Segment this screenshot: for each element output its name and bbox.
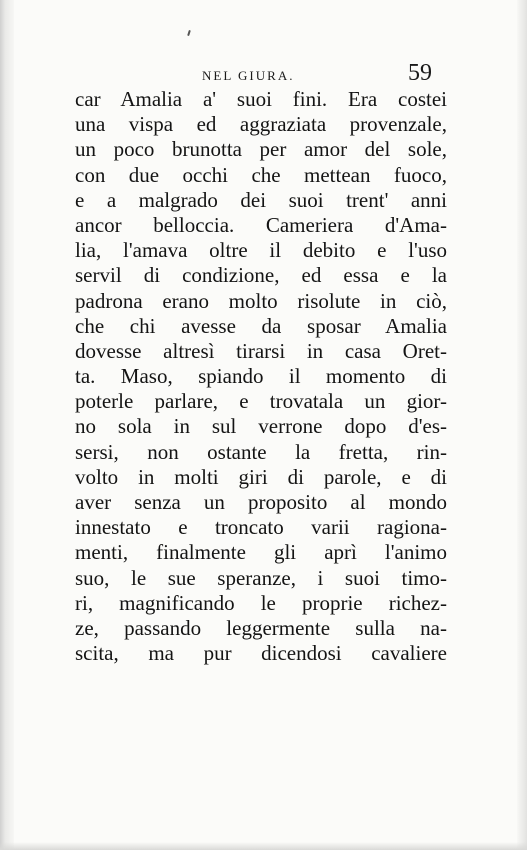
text-line: e a malgrado dei suoi trent' anni: [75, 187, 447, 212]
text-line: servil di condizione, ed essa e la: [75, 263, 447, 288]
text-line: aver senza un proposito al mondo: [75, 490, 447, 514]
text-line: suo, le sue speranze, i suoi timo-: [75, 565, 447, 590]
text-line: dovesse altresì tirarsi in casa Oret-: [75, 338, 447, 363]
page-bottom-shadow: [0, 842, 527, 850]
text-line: che chi avesse da sposar Amalia: [75, 313, 447, 338]
text-line: ze, passando leggermente sulla na-: [75, 615, 447, 640]
running-head: NEL GIURA.: [202, 68, 295, 83]
text-line: una vispa ed aggraziata provenzale,: [75, 112, 447, 137]
ink-speck: [187, 30, 191, 36]
text-line: lia, l'amava oltre il debito e l'uso: [75, 238, 447, 263]
text-line: scita, ma pur dicendosi cavaliere: [75, 641, 447, 666]
page-left-edge-shadow: [0, 0, 14, 850]
text-line: un poco brunotta per amor del sole,: [75, 137, 447, 162]
text-line: ri, magnificando le proprie richez-: [75, 590, 447, 615]
text-line: ancor belloccia. Cameriera d'Ama-: [75, 212, 447, 237]
text-line: innestato e troncato varii ragiona-: [75, 515, 447, 540]
text-line: con due occhi che mettean fuoco,: [75, 162, 447, 187]
text-line: ta. Maso, spiando il momento di: [75, 364, 447, 389]
text-line: no sola in sul verrone dopo d'es-: [75, 414, 447, 439]
page-number: 59: [408, 60, 432, 86]
text-line: car Amalia a' suoi fini. Era costei: [75, 87, 447, 111]
text-line: padrona erano molto risolute in ciò,: [75, 288, 447, 313]
text-line: sersi, non ostante la fretta, rin-: [75, 439, 447, 464]
page-right-edge-shadow: [517, 0, 527, 850]
body-text: [75, 87, 447, 666]
text-line: poterle parlare, e trovatala un gior-: [75, 389, 447, 414]
text-line: volto in molti giri di parole, e di: [75, 464, 447, 489]
text-line: menti, finalmente gli aprì l'animo: [75, 540, 447, 565]
